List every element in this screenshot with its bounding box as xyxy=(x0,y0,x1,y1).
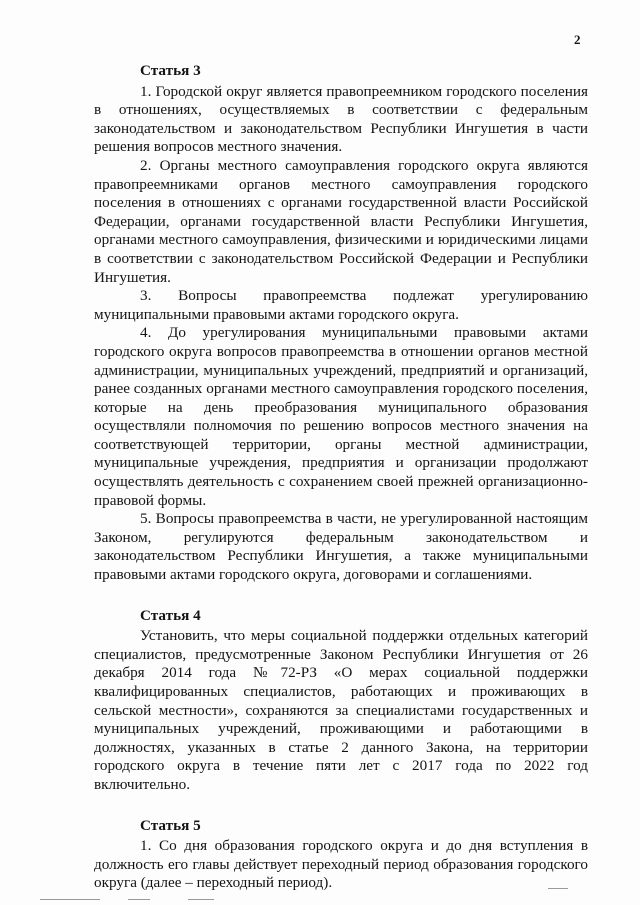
scan-artifact xyxy=(548,888,568,889)
page-number: 2 xyxy=(574,32,581,47)
scan-artifact xyxy=(188,899,214,900)
document-body xyxy=(94,62,588,893)
article-4 xyxy=(94,607,588,795)
paragraph: 1. Городской округ является правопреемником городского поселения в отношениях, осуществляемых в соответствии с федеральным законодательством и законодательством Республики Ингушетия в части решения вопросов местного значения. xyxy=(94,82,588,156)
scan-artifact xyxy=(128,899,150,900)
paragraph: 1. Со дня образования городского округа и до дня вступления в должность его главы действует переходный период образования городского округа (далее – переходный период). xyxy=(94,837,588,892)
paragraph: 3. Вопросы правопреемства подлежат урегулированию муниципальными правовыми актами городского округа. xyxy=(94,287,588,323)
article-5 xyxy=(94,817,588,893)
article-heading: Статья 4 xyxy=(140,606,201,624)
article-heading: Статья 5 xyxy=(140,816,201,834)
paragraph: 2. Органы местного самоуправления городского округа являются правопреемниками органов местного самоуправления городского поселения в отношениях с органами государственной власти Российской Федерации, органами государственной власти Республики Ингушетия, органами местного самоуправления, физическими и юридическими лицами в соответствии с законодательством Российской Федерации и Республики Ингушетия. xyxy=(94,156,588,286)
paragraph: 5. Вопросы правопреемства в части, не урегулированной настоящим Законом, регулируются федеральным законодательством и законодательством Республики Ингушетия, а также муниципальными правовыми актами городского округа, договорами и соглашениями. xyxy=(94,510,588,584)
paragraph: 4. До урегулирования муниципальными правовыми актами городского округа вопросов правопреемства в отношении органов местной администрации, муниципальных учреждений, предприятий и организаций, ранее созданных органами местного самоуправления городского поселения, которые на день преобразования муниципального образования осуществляли полномочия по решению вопросов местного значения на соответствующей территории, органы местной администрации, муниципальные учреждения, предприятия и организации продолжают осуществлять деятельность с сохранением своей прежней организационно-правовой формы. xyxy=(94,324,588,509)
scan-artifact xyxy=(40,899,100,900)
article-heading: Статья 3 xyxy=(140,62,201,79)
article-3 xyxy=(94,62,588,585)
paragraph: Установить, что меры социальной поддержки отдельных категорий специалистов, предусмотренные Законом Республики Ингушетия от 26 декабря 2014 года №72-РЗ «О мерах социальной поддержки квалифицированных специалистов, работающих и проживающих в сельской местности», сохраняются за специалистами государственных и муниципальных учреждений, проживающими и работающими в должностях, указанных в статье 2 данного Закона, на территории городского округа в течение пяти лет с 2017 года по 2022 год включительно. xyxy=(94,627,588,793)
